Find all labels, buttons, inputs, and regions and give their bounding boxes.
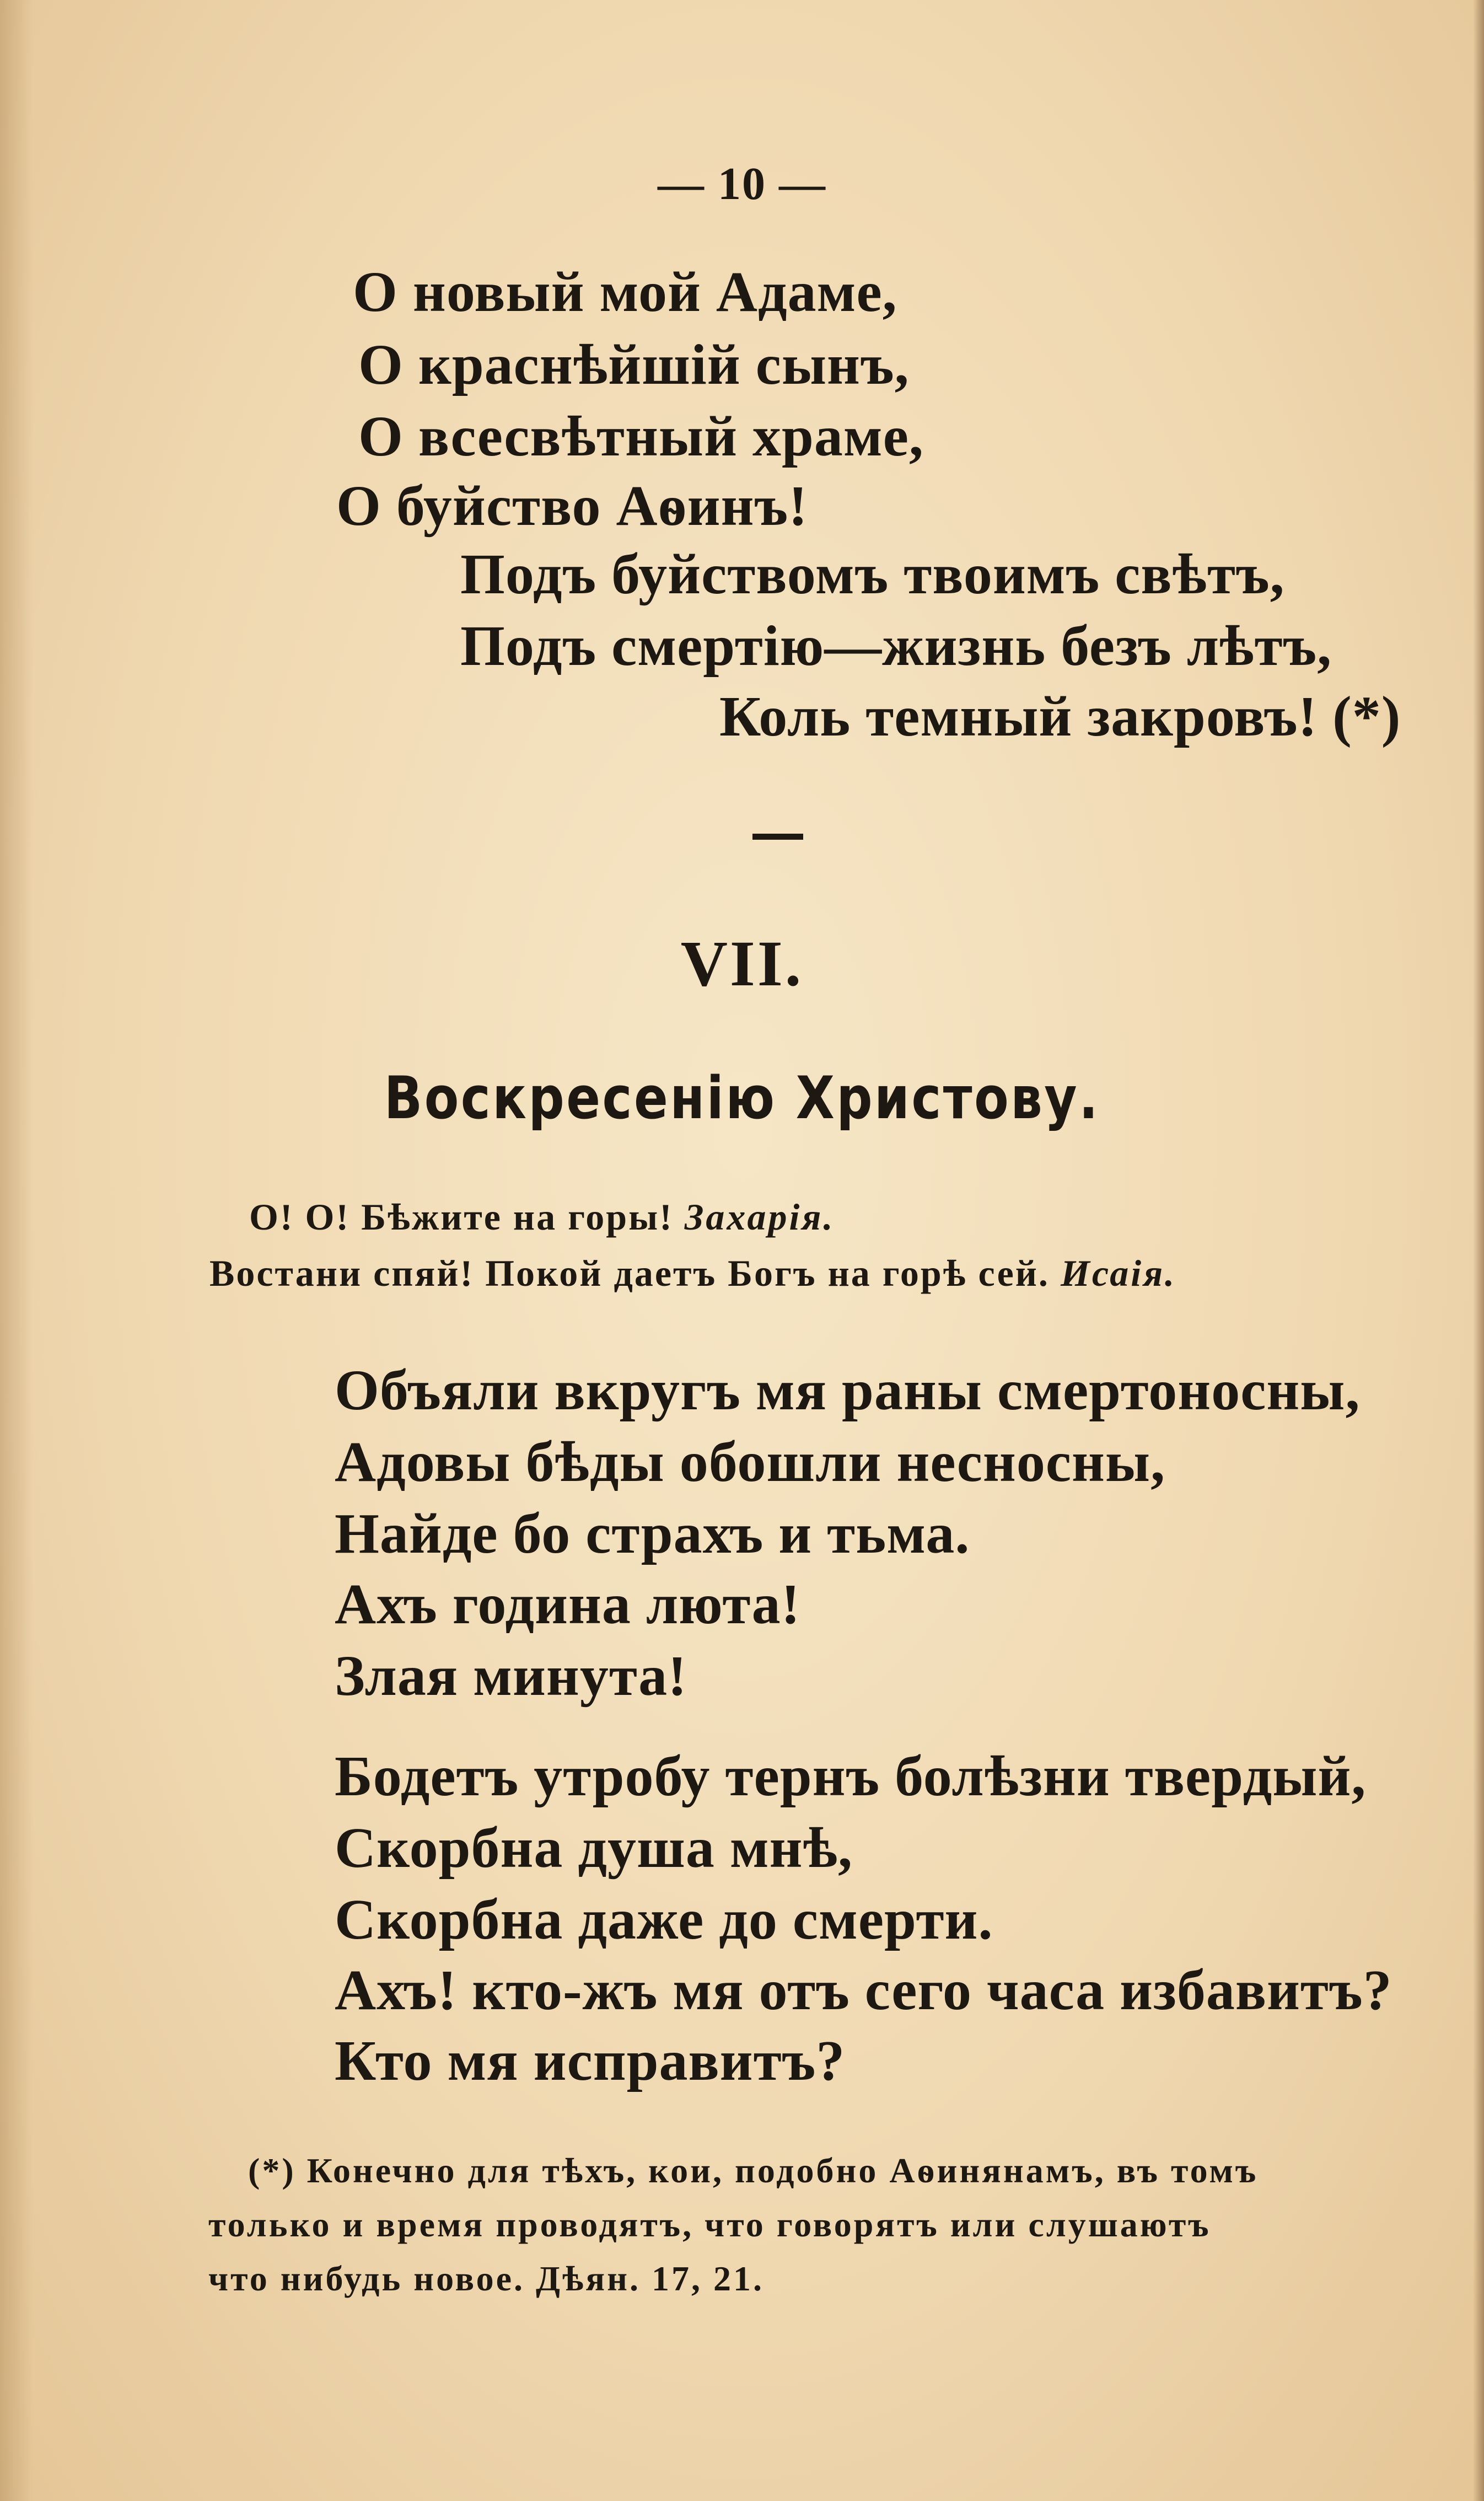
poem-line: Найде бо страхъ и тьма. bbox=[335, 1502, 970, 1565]
poem-line: Скорбна душа мнѣ, bbox=[335, 1816, 853, 1880]
poem-line: Бодетъ утробу тернъ болѣзни твердый, bbox=[335, 1745, 1367, 1808]
poem-line: Ахъ година люта! bbox=[335, 1572, 801, 1636]
epigraph-text: Востани спяй! Покой даетъ Богъ на горѣ сей. bbox=[209, 1252, 1061, 1294]
page-number: — 10 — bbox=[658, 158, 826, 210]
poem-line: О буйство Аѳинъ! bbox=[336, 474, 808, 538]
epigraph-attribution: Захарiя. bbox=[684, 1196, 835, 1238]
poem-line: Подъ смертiю—жизнь безъ лѣтъ, bbox=[460, 614, 1332, 678]
footnote-line: (*) Конечно для тѣхъ, кои, подобно Аѳинянамъ, въ томъ bbox=[248, 2151, 1259, 2190]
poem-line: О всесвѣтный храме, bbox=[358, 405, 924, 468]
epigraph-text: О! О! Бѣжите на горы! bbox=[249, 1196, 685, 1238]
epigraph-line bbox=[209, 1252, 1176, 1295]
section-title: Воскресенiю Христову. bbox=[384, 1064, 1100, 1132]
poem-line: Злая минута! bbox=[335, 1644, 687, 1708]
poem-line: О новый мой Адаме, bbox=[353, 260, 897, 324]
epigraph-attribution: Исаiя. bbox=[1060, 1252, 1177, 1294]
page-edge bbox=[1473, 0, 1484, 2501]
epigraph-line bbox=[249, 1195, 835, 1239]
section-divider bbox=[752, 834, 803, 840]
poem-line: Кто мя исправитъ? bbox=[335, 2029, 846, 2092]
section-number: VII. bbox=[680, 927, 804, 1000]
poem-line: Подъ буйствомъ твоимъ свѣтъ, bbox=[460, 543, 1285, 606]
poem-line: Скорбна даже до смерти. bbox=[335, 1888, 993, 1951]
poem-line: Коль темный закровъ! (*) bbox=[719, 685, 1401, 748]
poem-line: О краснѣйшiй сынъ, bbox=[358, 333, 910, 396]
poem-line: Ахъ! кто-жъ мя отъ сего часа избавитъ? bbox=[335, 1958, 1392, 2022]
spine-shadow bbox=[0, 0, 33, 2501]
poem-line: Объяли вкругъ мя раны смертоносны, bbox=[335, 1359, 1361, 1422]
poem-line: Адовы бѣды обошли несносны, bbox=[335, 1430, 1166, 1494]
footnote-line: что нибудь новое. Дѣян. 17, 21. bbox=[208, 2259, 764, 2298]
footnote-line: только и время проводятъ, что говорятъ или слушаютъ bbox=[208, 2205, 1211, 2244]
